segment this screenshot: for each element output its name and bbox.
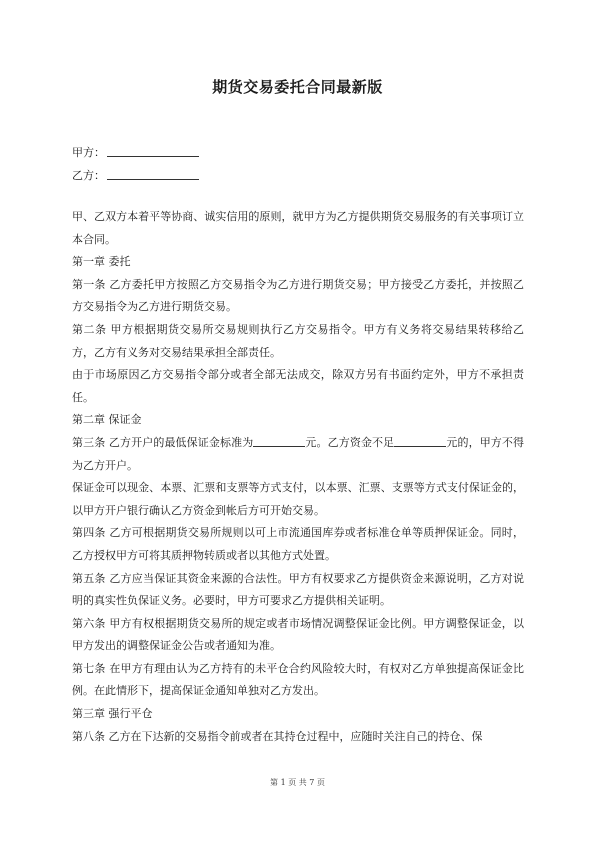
chapter-heading: 第一章 委托 xyxy=(72,255,131,269)
chapter-heading: 第三章 强行平仓 xyxy=(72,707,153,721)
article-text: 第三条 乙方开户的最低保证金标准为 xyxy=(72,435,254,449)
article-paragraph xyxy=(72,432,524,477)
chapter-heading: 第二章 保证金 xyxy=(72,413,142,427)
article-paragraph: 第七条 在甲方有理由认为乙方持有的未平仓合约风险较大时，有权对乙方单独提高保证金比例。在此情形下，提高保证金通知单独对乙方发出。 xyxy=(72,661,524,698)
article-paragraph: 由于市场原因乙方交易指令部分或者全部无法成交，除双方另有书面约定外，甲方不承担责任。 xyxy=(72,368,524,404)
article-paragraph: 第六条 甲方有权根据期货交易所的规定或者市场情况调整保证金比例。甲方调整保证金，以甲方发出的调整保证金公告或者通知为准。 xyxy=(72,616,524,653)
article-text: 元的，甲方不得为乙方开户。 xyxy=(72,435,525,472)
article-paragraph: 第四条 乙方可根据期货交易所规则以可上市流通国库券或者标准仓单等质押保证金。同时，乙方授权甲方可将其质押物转质或者以其他方式处置。 xyxy=(72,526,524,562)
party-a-label: 甲方： xyxy=(72,146,105,159)
contract-body xyxy=(72,206,524,748)
article-paragraph: 第八条 乙方在下达新的交易指令前或者在其持仓过程中，应随时关注自己的持仓、保 xyxy=(72,729,483,743)
document-title: 期货交易委托合同最新版 xyxy=(212,78,383,96)
party-a-blank xyxy=(107,145,199,157)
amount-blank xyxy=(394,435,446,447)
article-paragraph: 第一条 乙方委托甲方按照乙方交易指令为乙方进行期货交易；甲方接受乙方委托，并按照乙方交易指令为乙方进行期货交易。 xyxy=(72,277,524,314)
amount-blank xyxy=(253,435,305,447)
article-paragraph: 保证金可以现金、本票、汇票和支票等方式支付，以本票、汇票、支票等方式支付保证金的，以甲方开户银行确认乙方资金到帐后方可开始交易。 xyxy=(72,481,524,517)
article-paragraph: 第五条 乙方应当保证其资金来源的合法性。甲方有权要求乙方提供资金来源说明，乙方对说明的真实性负保证义务。必要时，甲方可要求乙方提供相关证明。 xyxy=(72,571,524,608)
party-a-line xyxy=(72,145,199,160)
preamble-paragraph: 甲、乙双方本着平等协商、诚实信用的原则，就甲方为乙方提供期货交易服务的有关事项订立本合同。 xyxy=(72,210,524,246)
article-paragraph: 第二条 甲方根据期货交易所交易规则执行乙方交易指令。甲方有义务将交易结果转移给乙方，乙方有义务对交易结果承担全部责任。 xyxy=(72,322,524,359)
page-number: 第 1 页 共 7 页 xyxy=(270,778,325,787)
party-b-blank xyxy=(107,168,199,180)
party-b-line xyxy=(72,168,199,183)
article-text: 元。乙方资金不足 xyxy=(305,435,395,449)
party-b-label: 乙方： xyxy=(72,169,105,182)
